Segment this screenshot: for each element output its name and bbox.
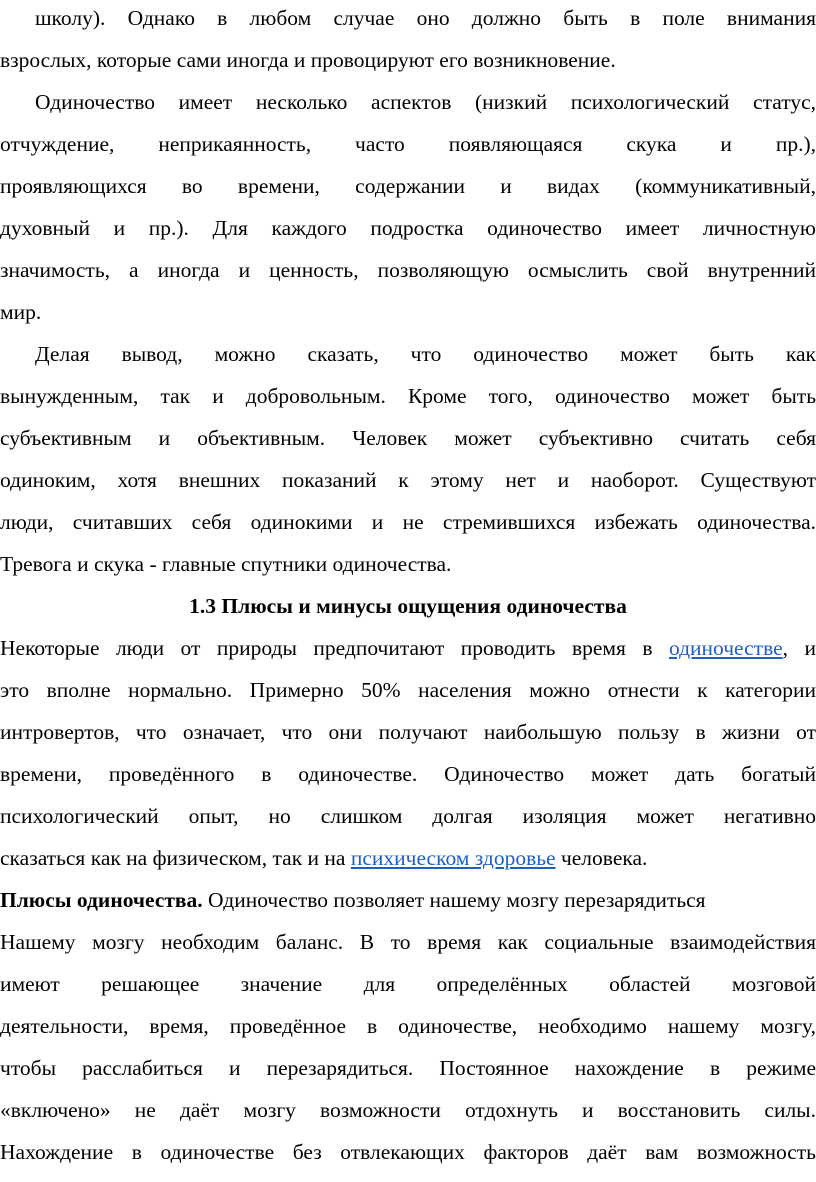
paragraph-line: чтобы расслабиться и перезарядиться. Постоянное нахождение в режиме (0, 1056, 816, 1080)
paragraph-line: Тревога и скука - главные спутники одиночества. (0, 552, 452, 576)
subheading-pros: Плюсы одиночества. (0, 888, 203, 912)
paragraph-line: одиноким, хотя внешних показаний к этому нет и наоборот. Существуют (0, 468, 816, 492)
link-solitude[interactable]: одиночестве (668, 636, 783, 660)
paragraph-line: «включено» не даёт мозгу возможности отдохнуть и восстановить силы. (0, 1098, 816, 1122)
paragraph-line: субъективным и объективным. Человек может субъективно считать себя (0, 426, 816, 450)
paragraph-line: Нахождение в одиночестве без отвлекающих факторов даёт вам возможность (0, 1140, 816, 1164)
paragraph-text: , и (782, 636, 816, 660)
paragraph-line: проявляющихся во времени, содержании и видах (коммуникативный, (0, 174, 816, 198)
paragraph-line: духовный и пр.). Для каждого подростка одиночество имеет личностную (0, 216, 816, 240)
paragraph-line: Нашему мозгу необходим баланс. В то время как социальные взаимодействия (0, 930, 816, 954)
link-mental-health[interactable]: психическом здоровье (350, 846, 556, 870)
paragraph-line: имеют решающее значение для определённых областей мозговой (0, 972, 816, 996)
paragraph-line: мир. (0, 300, 42, 324)
paragraph-line: Делая вывод, можно сказать, что одиночество может быть как (35, 342, 816, 366)
paragraph-text: Некоторые люди от природы предпочитают проводить время в (0, 636, 669, 660)
paragraph-text: Одиночество позволяет нашему мозгу перезарядиться (202, 888, 706, 912)
paragraph-line: времени, проведённого в одиночестве. Одиночество может дать богатый (0, 762, 816, 786)
paragraph-line: школу). Однако в любом случае оно должно быть в поле внимания (35, 6, 816, 30)
paragraph-text: сказаться как на физическом, так и на (0, 846, 351, 870)
paragraph-line: Одиночество имеет несколько аспектов (низкий психологический статус, (35, 90, 816, 114)
paragraph-line: это вполне нормально. Примерно 50% населения можно отнести к категории (0, 678, 816, 702)
paragraph-line: вынужденным, так и добровольным. Кроме того, одиночество может быть (0, 384, 816, 408)
paragraph-text: человека. (555, 846, 648, 870)
paragraph-line: значимость, а иногда и ценность, позволяющую осмыслить свой внутренний (0, 258, 816, 282)
paragraph-line: деятельности, время, проведённое в одиночестве, необходимо нашему мозгу, (0, 1014, 816, 1038)
paragraph-line: люди, считавших себя одинокими и не стремившихся избежать одиночества. (0, 510, 816, 534)
paragraph-line (0, 633, 816, 663)
paragraph-line (0, 885, 816, 915)
paragraph-line: психологический опыт, но слишком долгая изоляция может негативно (0, 804, 816, 828)
paragraph-line: интровертов, что означает, что они получают наибольшую пользу в жизни от (0, 720, 816, 744)
paragraph-line (0, 843, 816, 873)
paragraph-line: взрослых, которые сами иногда и провоцируют его возникновение. (0, 48, 616, 72)
paragraph-line: отчуждение, неприкаянность, часто появляющаяся скука и пр.), (0, 132, 816, 156)
section-heading: 1.3 Плюсы и минусы ощущения одиночества (189, 594, 627, 618)
